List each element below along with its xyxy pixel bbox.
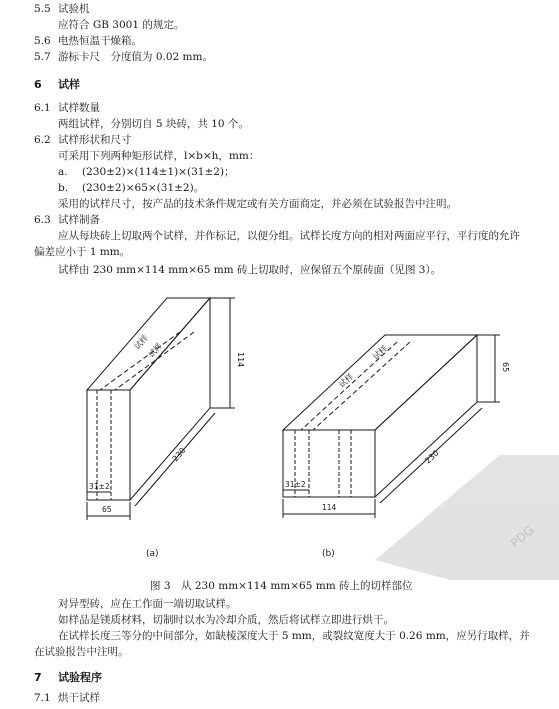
- section-number: 5.6: [34, 35, 51, 47]
- section-7-heading: [34, 671, 102, 685]
- list-label: a.: [58, 166, 68, 178]
- section-5-7: [34, 50, 213, 64]
- section-title: 烘干试样: [58, 692, 100, 704]
- section-title: 试样形状和尺寸: [58, 134, 132, 146]
- section-5-5: [34, 2, 90, 16]
- section-6-heading: [34, 78, 80, 92]
- list-item-a: [58, 165, 235, 179]
- section-number: 7.1: [34, 692, 51, 704]
- paragraph: 应符合 GB 3001 的规定。: [58, 19, 185, 31]
- section-6-2: [34, 133, 132, 147]
- watermark-text: PDG: [507, 523, 537, 551]
- section-number: 5.7: [34, 51, 51, 63]
- brick-a-width-label: 65: [102, 505, 112, 514]
- brick-a-height-label: 114: [236, 352, 245, 368]
- section-number: 5.5: [34, 3, 51, 15]
- section-number: 6.2: [34, 134, 51, 146]
- section-title: 试验程序: [58, 671, 102, 684]
- list-text: (230±2)×65×(31±2)。: [82, 182, 205, 194]
- brick-a-length-label: 230: [170, 445, 188, 464]
- section-number: 7: [34, 671, 42, 684]
- brick-b-length-label: 230: [423, 448, 441, 466]
- brick-b-sample-label: 试样: [371, 343, 390, 362]
- paragraph: 偏差应小于 1 mm。: [34, 246, 131, 258]
- section-title: 试样制备: [58, 214, 100, 226]
- section-number: 6: [34, 78, 42, 91]
- figure-b-caption: (b): [322, 549, 335, 559]
- paragraph: 可采用下列两种矩形试样，l×b×h，mm：: [58, 150, 260, 162]
- paragraph: 在试验报告中注明。: [34, 646, 129, 658]
- paragraph: 对异型砖，应在工作面一端切取试样。: [58, 598, 237, 610]
- section-title: 试样数量: [58, 102, 100, 114]
- brick-a-top-face: [87, 298, 210, 390]
- list-text: (230±2)×(114±1)×(31±2)；: [82, 166, 235, 178]
- section-number: 6.1: [34, 102, 51, 114]
- section-title: 试样: [58, 78, 80, 91]
- watermark-seal: [375, 455, 559, 580]
- figure-3: [0, 280, 559, 580]
- brick-a-sample-label: 试样: [146, 341, 165, 360]
- list-item-b: [58, 181, 204, 195]
- paragraph: 应从每块砖上切取两个试样，并作标记，以便分组。试样长度方向的相对两面应平行，平行度的允许: [58, 230, 520, 242]
- section-5-6: [34, 34, 142, 48]
- brick-a-sample-label: 试样: [132, 333, 151, 352]
- paragraph: 如样品是镁质材料，切制时以水为冷却介质，然后将试样立即进行烘干。: [58, 614, 394, 626]
- paragraph: 在试样长度三等分的中间部分，如缺棱深度大于 5 mm，或裂纹宽度大于 0.26 mm，应另行取样，并: [58, 630, 530, 642]
- paragraph: 试样由 230 mm×114 mm×65 mm 砖上切取时，应保留五个原砖面（见图 3）。: [58, 264, 442, 276]
- figure-a-caption: (a): [146, 549, 159, 559]
- section-title: 游标卡尺 分度值为 0.02 mm。: [58, 51, 213, 63]
- brick-b-cut-label: 31±2: [285, 480, 306, 489]
- brick-a-cut-line-top: [115, 332, 194, 390]
- brick-a-side-face: [130, 298, 210, 500]
- paragraph: 采用的试样尺寸，按产品的技术条件规定或有关方面商定，并必须在试验报告中注明。: [58, 198, 457, 210]
- figure-caption: 图 3 从 230 mm×114 mm×65 mm 砖上的切样部位: [150, 580, 413, 592]
- brick-b-sample-label: 试样: [337, 371, 356, 390]
- section-7-1: [34, 691, 100, 705]
- paragraph: 两组试样，分别切自 5 块砖，共 10 个。: [58, 118, 249, 130]
- section-6-1: [34, 101, 100, 115]
- list-label: b.: [58, 182, 69, 194]
- brick-b-width-label: 114: [322, 503, 337, 512]
- section-6-3: [34, 213, 100, 227]
- brick-b-cut-line-top: [313, 342, 410, 430]
- brick-a-cut-label: 31±2: [89, 482, 110, 491]
- brick-b-height-label: 65: [501, 362, 510, 373]
- section-number: 6.3: [34, 214, 51, 226]
- section-title: 试验机: [58, 3, 90, 15]
- section-title: 电热恒温干燥箱。: [58, 35, 142, 47]
